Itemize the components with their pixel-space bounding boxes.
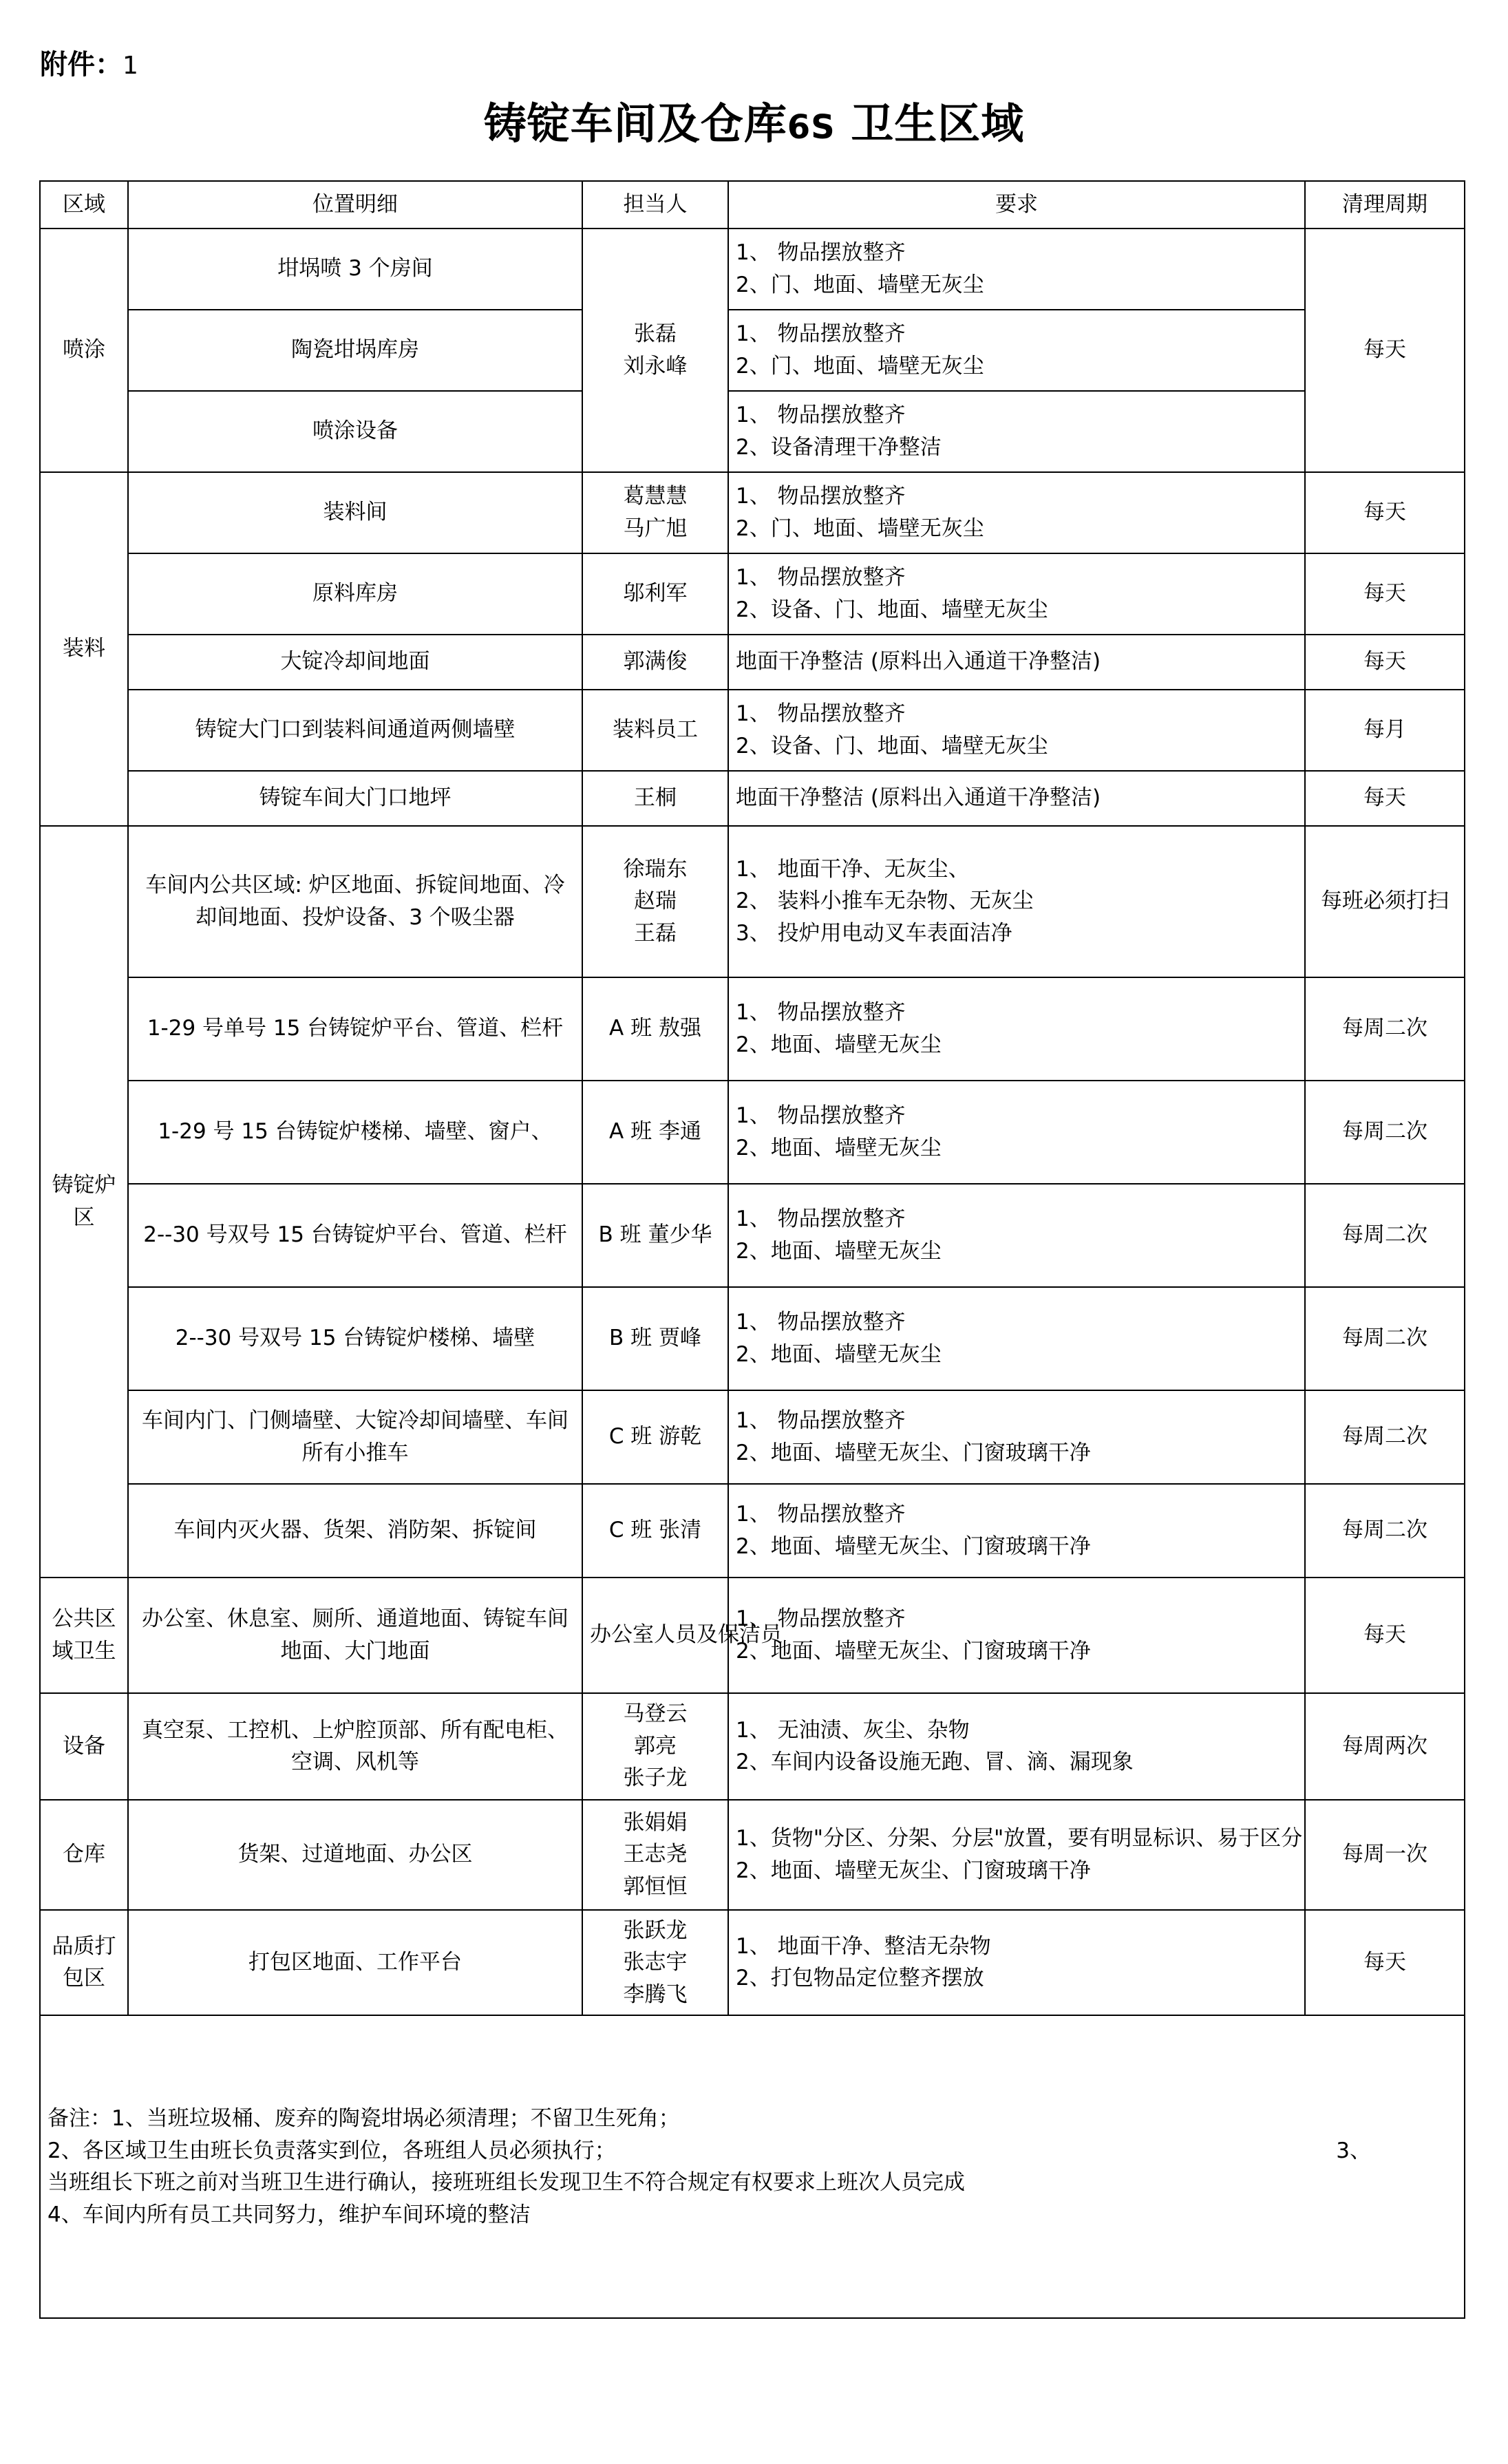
cell-area: 装料 bbox=[40, 472, 128, 826]
requirement-line: 1、 地面干净、无灰尘、 bbox=[736, 856, 970, 882]
cell-requirement bbox=[728, 472, 1305, 553]
cell-location: 车间内公共区域: 炉区地面、拆锭间地面、冷却间地面、投炉设备、3 个吸尘器 bbox=[128, 826, 582, 977]
notes-row bbox=[40, 2015, 1465, 2318]
cell-cycle: 每周二次 bbox=[1305, 1081, 1465, 1184]
requirement-line: 2、地面、墙壁无灰尘 bbox=[736, 1238, 942, 1264]
requirement-line: 2、地面、墙壁无灰尘 bbox=[736, 1341, 942, 1367]
cell-person bbox=[582, 1081, 728, 1184]
requirement-line: 1、 物品摆放整齐 bbox=[736, 1103, 906, 1128]
cell-person bbox=[582, 229, 728, 472]
cell-person bbox=[582, 690, 728, 771]
table-row bbox=[40, 1390, 1465, 1484]
cell-location: 坩埚喷 3 个房间 bbox=[128, 229, 582, 310]
col-header-person: 担当人 bbox=[582, 181, 728, 229]
cell-area: 喷涂 bbox=[40, 229, 128, 472]
requirement-line: 2、设备、门、地面、墙壁无灰尘 bbox=[736, 733, 1048, 758]
table-row bbox=[40, 1578, 1465, 1693]
cell-person bbox=[582, 977, 728, 1081]
title-latin: 6S bbox=[787, 108, 836, 147]
person-name: 郭恒恒 bbox=[623, 1873, 688, 1899]
table-row bbox=[40, 1081, 1465, 1184]
col-header-area: 区域 bbox=[40, 181, 128, 229]
requirement-line: 2、地面、墙壁无灰尘 bbox=[736, 1032, 942, 1057]
requirement-line: 1、 物品摆放整齐 bbox=[736, 565, 906, 590]
table-header-row bbox=[40, 181, 1465, 229]
cell-cycle: 每周二次 bbox=[1305, 977, 1465, 1081]
cell-cycle: 每天 bbox=[1305, 553, 1465, 635]
cell-requirement bbox=[728, 1390, 1305, 1484]
requirement-line: 1、 物品摆放整齐 bbox=[736, 1000, 906, 1025]
cell-cycle: 每周二次 bbox=[1305, 1287, 1465, 1390]
requirement-line: 1、 物品摆放整齐 bbox=[736, 1606, 906, 1631]
cell-location: 真空泵、工控机、上炉腔顶部、所有配电柜、空调、风机等 bbox=[128, 1693, 582, 1800]
cell-cycle: 每天 bbox=[1305, 472, 1465, 553]
title-prefix: 铸锭车间及仓库 bbox=[483, 98, 787, 149]
cell-person bbox=[582, 1287, 728, 1390]
table-body bbox=[40, 229, 1465, 2016]
requirement-line: 地面干净整洁 (原料出入通道干净整洁) bbox=[736, 785, 1101, 811]
requirement-line: 1、 无油渍、灰尘、杂物 bbox=[736, 1717, 970, 1743]
table-footer bbox=[40, 2015, 1465, 2318]
person-name: 马登云 bbox=[623, 1701, 688, 1727]
requirement-line: 2、地面、墙壁无灰尘、门窗玻璃干净 bbox=[736, 1533, 1091, 1559]
attachment-label-text: 附件： bbox=[40, 49, 123, 81]
table-row bbox=[40, 826, 1465, 977]
table-row bbox=[40, 1287, 1465, 1390]
person-name: 葛慧慧 bbox=[623, 484, 688, 509]
requirement-line: 3、 投炉用电动叉车表面洁净 bbox=[736, 920, 1012, 946]
cell-location: 2--30 号双号 15 台铸锭炉平台、管道、栏杆 bbox=[128, 1184, 582, 1287]
cell-requirement bbox=[728, 690, 1305, 771]
cell-cycle: 每周二次 bbox=[1305, 1184, 1465, 1287]
requirement-line: 1、货物"分区、分架、分层"放置，要有明显标识、易于区分 bbox=[736, 1826, 1303, 1851]
cell-person bbox=[582, 1184, 728, 1287]
cell-location: 1-29 号 15 台铸锭炉楼梯、墙壁、窗户、 bbox=[128, 1081, 582, 1184]
cell-requirement bbox=[728, 310, 1305, 391]
cell-person bbox=[582, 1390, 728, 1484]
person-name: 马广旭 bbox=[623, 516, 688, 541]
cell-cycle: 每周二次 bbox=[1305, 1390, 1465, 1484]
note-line-1: 备注：1、当班垃圾桶、废弃的陶瓷坩埚必须清理；不留卫生死角； bbox=[47, 2106, 680, 2131]
note-line-3: 当班组长下班之前对当班卫生进行确认，接班班组长发现卫生不符合规定有权要求上班次人员完成 bbox=[47, 2170, 965, 2195]
cell-person bbox=[582, 826, 728, 977]
table-row bbox=[40, 1484, 1465, 1578]
table-row bbox=[40, 771, 1465, 826]
cell-requirement bbox=[728, 1184, 1305, 1287]
cell-requirement bbox=[728, 553, 1305, 635]
person-name: 王磊 bbox=[634, 920, 677, 946]
table-row bbox=[40, 553, 1465, 635]
requirement-line: 1、 物品摆放整齐 bbox=[736, 1310, 906, 1335]
cell-requirement bbox=[728, 771, 1305, 826]
cell-area: 设备 bbox=[40, 1693, 128, 1800]
person-name: 王桐 bbox=[634, 785, 677, 811]
cell-person bbox=[582, 635, 728, 690]
requirement-line: 1、 地面干净、整洁无杂物 bbox=[736, 1933, 991, 1959]
person-name: C 班 张清 bbox=[608, 1518, 702, 1543]
cell-cycle: 每天 bbox=[1305, 1910, 1465, 2016]
table-row bbox=[40, 1693, 1465, 1800]
table-row bbox=[40, 690, 1465, 771]
requirement-line: 2、门、地面、墙壁无灰尘 bbox=[736, 353, 984, 379]
cell-area: 仓库 bbox=[40, 1800, 128, 1910]
page-title bbox=[0, 89, 1508, 151]
cell-person bbox=[582, 1484, 728, 1578]
requirement-line: 2、车间内设备设施无跑、冒、滴、漏现象 bbox=[736, 1750, 1134, 1774]
cell-location: 原料库房 bbox=[128, 553, 582, 635]
table-row bbox=[40, 310, 1465, 391]
requirement-line: 2、门、地面、墙壁无灰尘 bbox=[736, 516, 984, 541]
attachment-number: 1 bbox=[123, 52, 138, 80]
requirement-line: 2、设备、门、地面、墙壁无灰尘 bbox=[736, 597, 1048, 622]
cell-area: 品质打包区 bbox=[40, 1910, 128, 2016]
table-row bbox=[40, 472, 1465, 553]
cell-location: 大锭冷却间地面 bbox=[128, 635, 582, 690]
cell-requirement bbox=[728, 391, 1305, 472]
cell-cycle: 每周一次 bbox=[1305, 1800, 1465, 1910]
requirement-line: 1、 物品摆放整齐 bbox=[736, 403, 906, 427]
person-name: B 班 贾峰 bbox=[609, 1326, 701, 1351]
person-name: 郭亮 bbox=[634, 1733, 677, 1759]
col-header-location: 位置明细 bbox=[128, 181, 582, 229]
requirement-line: 2、地面、墙壁无灰尘 bbox=[736, 1135, 942, 1160]
notes-cell bbox=[40, 2015, 1465, 2318]
requirement-line: 1、 物品摆放整齐 bbox=[736, 1502, 906, 1527]
cell-cycle: 每周两次 bbox=[1305, 1693, 1465, 1800]
person-name: 徐瑞东 bbox=[623, 856, 688, 882]
cell-cycle: 每天 bbox=[1305, 229, 1465, 472]
person-name: 刘永峰 bbox=[623, 353, 688, 379]
cell-location: 办公室、休息室、厕所、通道地面、铸锭车间地面、大门地面 bbox=[128, 1578, 582, 1693]
table-row bbox=[40, 391, 1465, 472]
note-line-2-right: 3、 bbox=[1336, 2138, 1371, 2163]
requirement-line: 2、打包物品定位整齐摆放 bbox=[736, 1966, 984, 1991]
cell-area: 铸锭炉区 bbox=[40, 826, 128, 1578]
cell-person bbox=[582, 1800, 728, 1910]
cell-cycle: 每天 bbox=[1305, 1578, 1465, 1693]
cell-cycle: 每天 bbox=[1305, 635, 1465, 690]
note-line-2: 2、各区域卫生由班长负责落实到位，各班组人员必须执行； bbox=[47, 2138, 616, 2163]
person-name: 办公室人员及保洁员 bbox=[590, 1622, 782, 1648]
requirement-line: 1、 物品摆放整齐 bbox=[736, 701, 906, 726]
requirement-line: 2、地面、墙壁无灰尘、门窗玻璃干净 bbox=[736, 1858, 1091, 1883]
table-row bbox=[40, 229, 1465, 310]
cell-requirement bbox=[728, 635, 1305, 690]
col-header-requirement: 要求 bbox=[728, 181, 1305, 229]
cell-requirement bbox=[728, 977, 1305, 1081]
person-name: 李腾飞 bbox=[623, 1982, 688, 2007]
person-name: 张子龙 bbox=[623, 1765, 688, 1791]
cell-location: 铸锭车间大门口地坪 bbox=[128, 771, 582, 826]
cell-requirement bbox=[728, 1800, 1305, 1910]
requirement-line: 1、 物品摆放整齐 bbox=[736, 321, 906, 346]
person-name: C 班 游乾 bbox=[608, 1424, 702, 1449]
person-name: 张磊 bbox=[634, 321, 677, 346]
cell-location: 1-29 号单号 15 台铸锭炉平台、管道、栏杆 bbox=[128, 977, 582, 1081]
cell-location: 打包区地面、工作平台 bbox=[128, 1910, 582, 2016]
cell-location: 铸锭大门口到装料间通道两侧墙壁 bbox=[128, 690, 582, 771]
cell-location: 货架、过道地面、办公区 bbox=[128, 1800, 582, 1910]
cell-person bbox=[582, 553, 728, 635]
cell-person bbox=[582, 1910, 728, 2016]
requirement-line: 1、 物品摆放整齐 bbox=[736, 1207, 906, 1231]
requirement-line: 2、地面、墙壁无灰尘、门窗玻璃干净 bbox=[736, 1440, 1091, 1465]
title-suffix: 卫生区域 bbox=[851, 98, 1025, 149]
requirement-line: 1、 物品摆放整齐 bbox=[736, 484, 906, 509]
table-row bbox=[40, 1184, 1465, 1287]
requirement-line: 2、门、地面、墙壁无灰尘 bbox=[736, 272, 984, 297]
cell-requirement bbox=[728, 1578, 1305, 1693]
cell-person bbox=[582, 472, 728, 553]
requirement-line: 1、 物品摆放整齐 bbox=[736, 240, 906, 265]
person-name: 张娟娟 bbox=[623, 1809, 688, 1835]
person-name: 王志尧 bbox=[623, 1842, 688, 1867]
person-name: 邬利军 bbox=[623, 581, 688, 606]
person-name: 装料员工 bbox=[613, 717, 698, 743]
cell-location: 装料间 bbox=[128, 472, 582, 553]
cell-requirement bbox=[728, 1081, 1305, 1184]
table-row bbox=[40, 1800, 1465, 1910]
person-name: 赵瑞 bbox=[634, 889, 677, 914]
cell-cycle: 每天 bbox=[1305, 771, 1465, 826]
col-header-cycle: 清理周期 bbox=[1305, 181, 1465, 229]
cleaning-zone-table bbox=[39, 180, 1465, 2319]
table-row bbox=[40, 977, 1465, 1081]
attachment-label bbox=[40, 43, 138, 82]
table-row bbox=[40, 635, 1465, 690]
cell-person bbox=[582, 771, 728, 826]
table-row bbox=[40, 1910, 1465, 2016]
cell-location: 2--30 号双号 15 台铸锭炉楼梯、墙壁 bbox=[128, 1287, 582, 1390]
cell-cycle: 每月 bbox=[1305, 690, 1465, 771]
requirement-line: 2、地面、墙壁无灰尘、门窗玻璃干净 bbox=[736, 1638, 1091, 1664]
person-name: A 班 敖强 bbox=[609, 1016, 701, 1041]
cell-person bbox=[582, 1578, 782, 1693]
cell-cycle: 每周二次 bbox=[1305, 1484, 1465, 1578]
cell-requirement bbox=[728, 826, 1305, 977]
requirement-line: 2、 装料小推车无杂物、无灰尘 bbox=[736, 889, 1034, 914]
person-name: 张跃龙 bbox=[623, 1918, 688, 1943]
requirement-line: 1、 物品摆放整齐 bbox=[736, 1408, 906, 1433]
cell-requirement bbox=[728, 1910, 1305, 2016]
person-name: A 班 李通 bbox=[609, 1119, 701, 1145]
cell-requirement bbox=[728, 1693, 1305, 1800]
cell-requirement bbox=[728, 1484, 1305, 1578]
cell-location: 车间内门、门侧墙壁、大锭冷却间墙壁、车间所有小推车 bbox=[128, 1390, 582, 1484]
note-line-2-wrap bbox=[47, 2135, 1457, 2167]
table-header bbox=[40, 181, 1465, 229]
cell-area: 公共区域卫生 bbox=[40, 1578, 128, 1693]
requirement-line: 2、设备清理干净整洁 bbox=[736, 434, 942, 460]
cell-location: 陶瓷坩埚库房 bbox=[128, 310, 582, 391]
cell-location: 喷涂设备 bbox=[128, 391, 582, 472]
cell-requirement bbox=[728, 1287, 1305, 1390]
requirement-line: 地面干净整洁 (原料出入通道干净整洁) bbox=[736, 649, 1101, 675]
person-name: 郭满俊 bbox=[623, 649, 688, 675]
person-name: B 班 董少华 bbox=[598, 1222, 712, 1248]
cell-location: 车间内灭火器、货架、消防架、拆锭间 bbox=[128, 1484, 582, 1578]
cell-person bbox=[582, 1693, 728, 1800]
note-line-4: 4、车间内所有员工共同努力，维护车间环境的整洁 bbox=[47, 2202, 531, 2227]
person-name: 张志宇 bbox=[623, 1950, 688, 1975]
cell-cycle: 每班必须打扫 bbox=[1305, 826, 1465, 977]
cell-requirement bbox=[728, 229, 1305, 310]
